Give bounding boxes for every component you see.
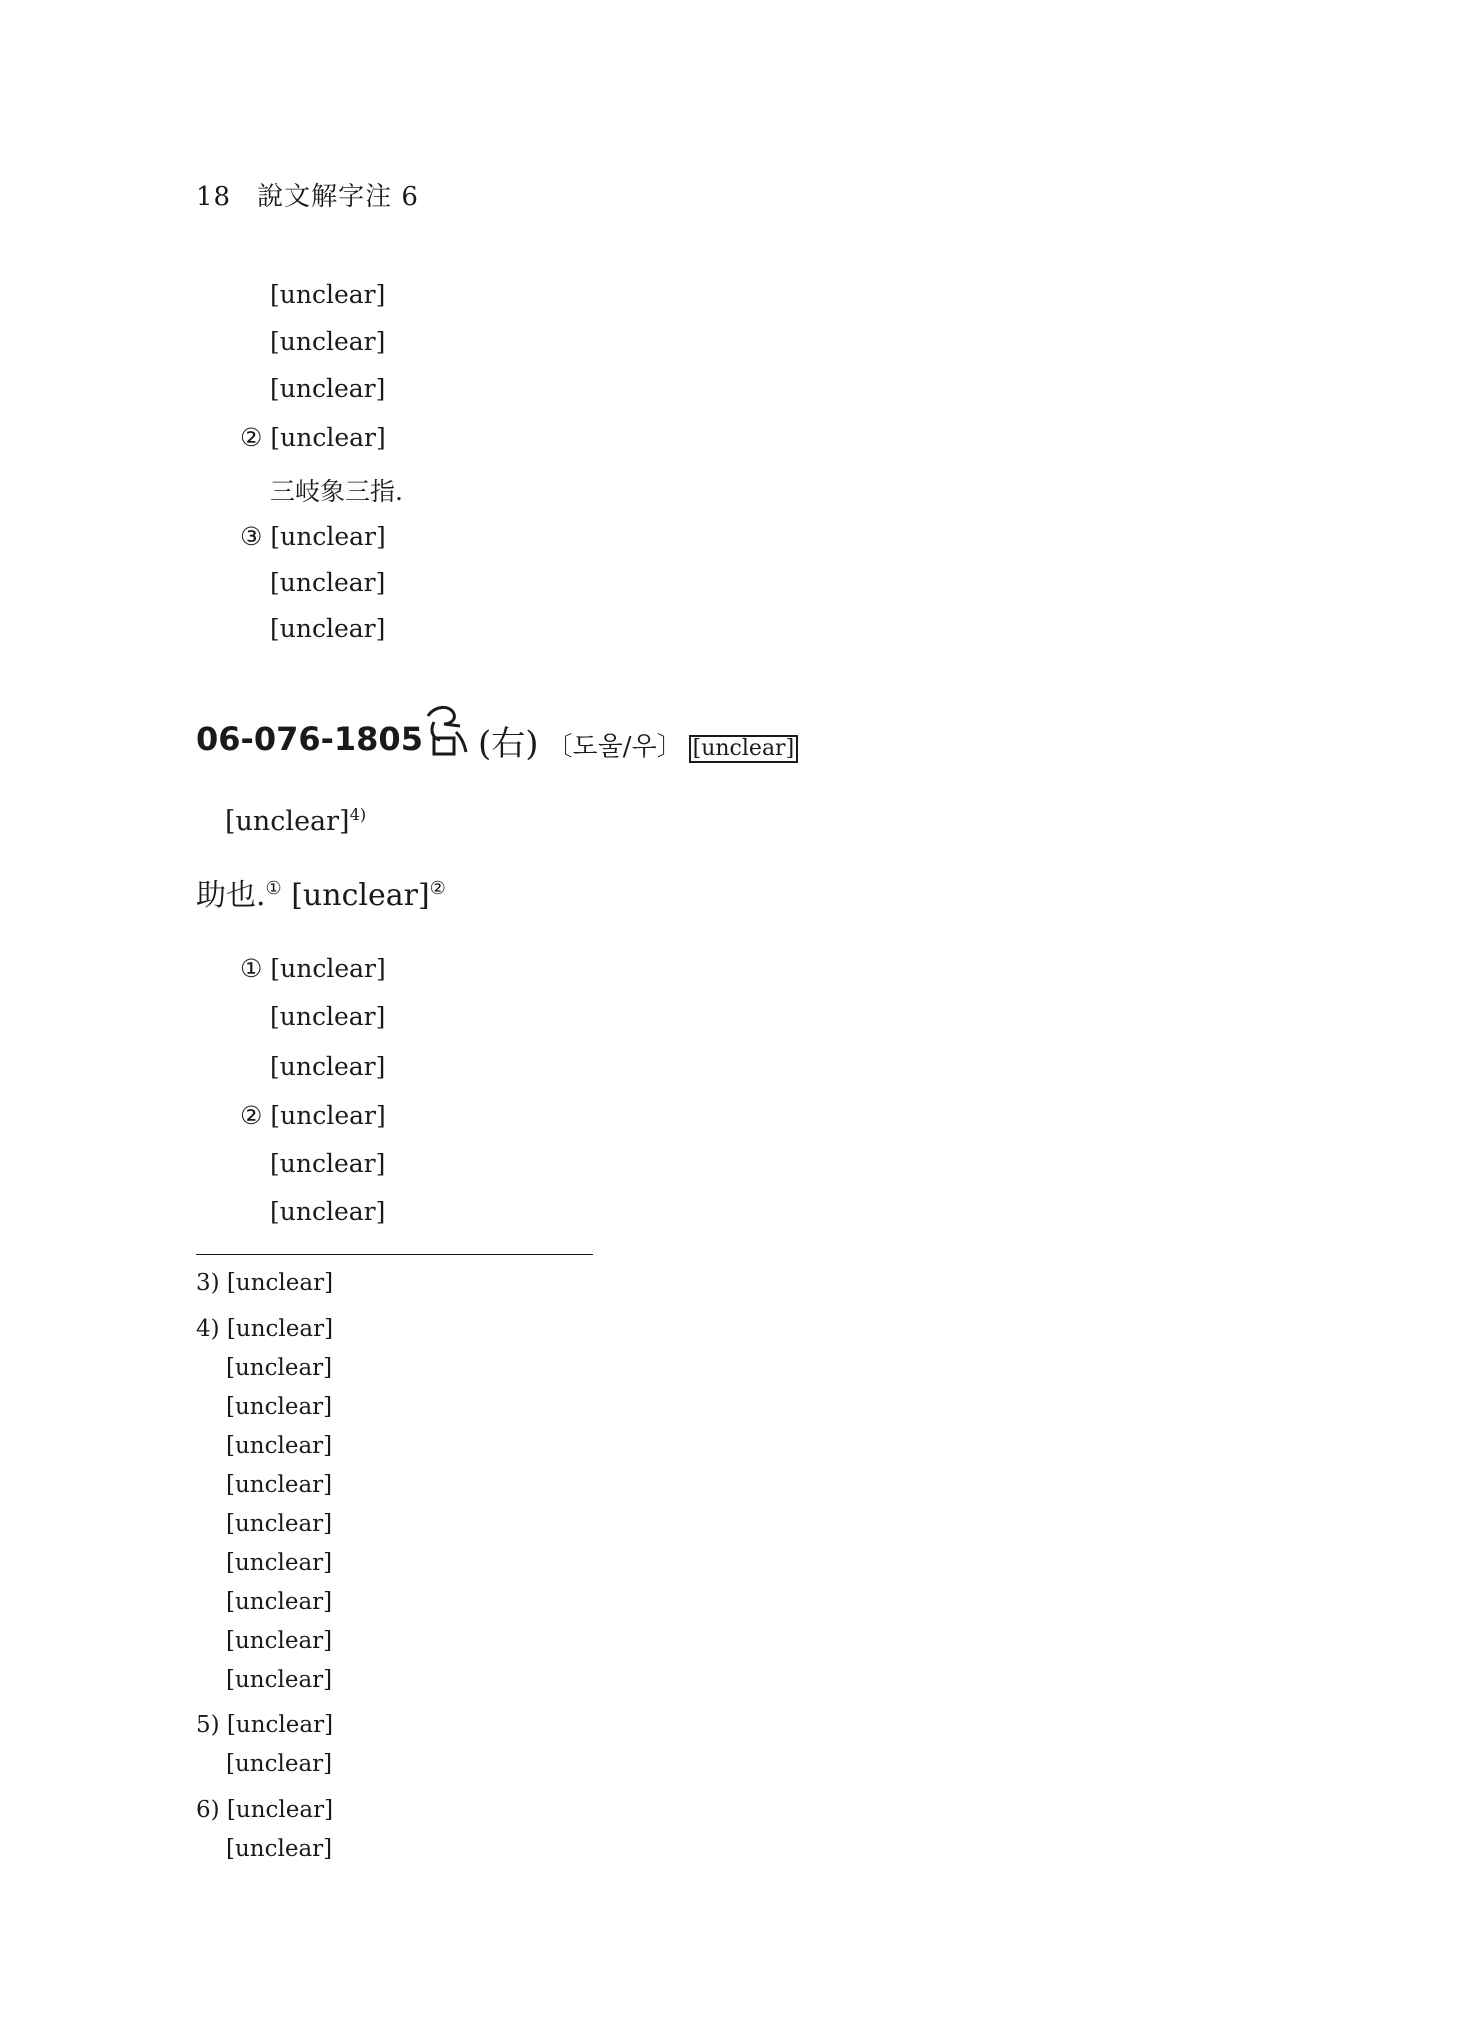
- note-text: [unclear]: [270, 954, 386, 983]
- continuation-line: [unclear]: [270, 374, 386, 403]
- note-text: [unclear]: [270, 1101, 386, 1130]
- footnote-line: [unclear]: [226, 1472, 333, 1498]
- footnote-line: [unclear]: [226, 1394, 333, 1420]
- footnote-marker: 5): [196, 1712, 220, 1738]
- footnote-line: [unclear]: [226, 1836, 333, 1862]
- definition-classical-text: [unclear]: [281, 878, 430, 913]
- book-title: 說文解字注 6: [257, 182, 419, 212]
- note-marker: ②: [240, 1101, 263, 1130]
- footnote: [196, 1270, 333, 1296]
- note-line: [unclear]: [270, 568, 386, 597]
- footnote-line: [unclear]: [226, 1667, 333, 1693]
- running-head: [196, 176, 419, 213]
- note-marker: ②: [240, 423, 263, 452]
- note-marker: ①: [240, 954, 263, 983]
- continuation-line: [unclear]: [270, 280, 386, 309]
- footnote-text: [unclear]: [226, 1797, 334, 1823]
- note-text: [unclear]: [270, 522, 386, 551]
- note-line: [unclear]: [270, 1197, 386, 1226]
- footnote-line: [unclear]: [226, 1511, 333, 1537]
- entry-reading: 〔도울/우〕: [546, 732, 683, 762]
- continuation-line: [unclear]: [270, 327, 386, 356]
- footnote-line: [unclear]: [226, 1628, 333, 1654]
- definition-korean: [225, 805, 366, 837]
- note-line: [240, 423, 386, 452]
- footnote-line: [unclear]: [226, 1589, 333, 1615]
- note-ref: ②: [429, 878, 446, 899]
- entry-number: 06-076-1805: [196, 720, 423, 758]
- note-line: [240, 954, 386, 983]
- note-text: [unclear]: [270, 423, 386, 452]
- definition-classical: [196, 870, 446, 914]
- footnote-text: [unclear]: [226, 1316, 334, 1342]
- footnote-text: [unclear]: [226, 1270, 334, 1296]
- note-line: [unclear]: [270, 1002, 386, 1031]
- entry-headword: [478, 716, 798, 765]
- definition-classical-text: 助也.: [196, 878, 266, 913]
- note-line: [240, 522, 386, 551]
- seal-script-you-glyph-icon: [420, 702, 470, 760]
- footnote: [196, 1712, 333, 1738]
- note-marker: ③: [240, 522, 263, 551]
- footnote: [196, 1797, 333, 1823]
- footnote-line: [unclear]: [226, 1751, 333, 1777]
- note-line: [unclear]: [270, 1149, 386, 1178]
- note-ref: ①: [265, 878, 282, 899]
- page-number: 18: [196, 182, 232, 212]
- footnote-marker: 3): [196, 1270, 220, 1296]
- boxed-label: [unclear]: [689, 735, 799, 763]
- footnote: [196, 1316, 333, 1342]
- footnote-line: [unclear]: [226, 1355, 333, 1381]
- note-line: [240, 1101, 386, 1130]
- definition-korean-text: [unclear]: [225, 806, 350, 837]
- footnote-divider: [196, 1254, 593, 1255]
- footnote-line: [unclear]: [226, 1550, 333, 1576]
- footnote-text: [unclear]: [226, 1712, 334, 1738]
- footnote-ref: 4): [349, 805, 367, 824]
- entry-char: (右): [478, 724, 539, 764]
- note-classical: [unclear]: [270, 1052, 386, 1081]
- note-classical: 三岐象三指.: [270, 477, 403, 506]
- note-classical: [unclear]: [270, 614, 386, 643]
- footnote-line: [unclear]: [226, 1433, 333, 1459]
- footnote-marker: 6): [196, 1797, 220, 1823]
- footnote-marker: 4): [196, 1316, 220, 1342]
